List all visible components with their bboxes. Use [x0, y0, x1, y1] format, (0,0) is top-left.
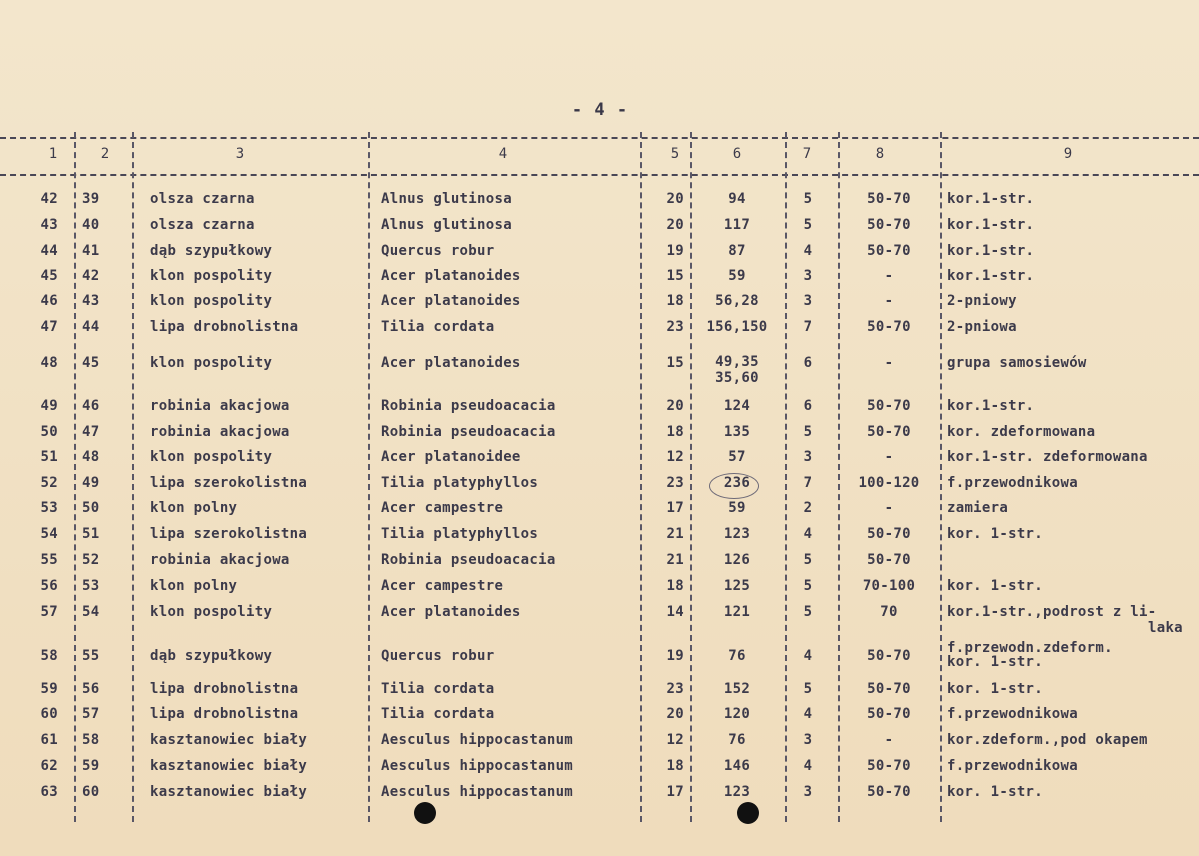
table-row — [0, 759, 1199, 783]
table-row — [0, 192, 1199, 216]
cell-col-9: f.przewodnikowa — [947, 758, 1078, 774]
cell-col-3: klon polny — [150, 578, 238, 594]
cell-col-4: Tilia cordata — [381, 681, 495, 697]
cell-col-5: 20 — [666, 191, 684, 207]
cell-col-6: 76 — [728, 732, 746, 748]
cell-col-8: 50-70 — [867, 191, 911, 207]
cell-col-6: 87 — [728, 243, 746, 259]
cell-col-6: 120 — [723, 706, 751, 722]
cell-col-5: 18 — [666, 293, 684, 309]
cell-col-7: 3 — [803, 293, 813, 309]
cell-col-4: Alnus glutinosa — [381, 191, 512, 207]
cell-col-3: klon pospolity — [150, 604, 273, 620]
cell-col-1: 56 — [40, 578, 58, 594]
cell-col-1: 47 — [40, 319, 58, 335]
cell-col-8: - — [884, 732, 894, 748]
cell-col-7: 5 — [803, 424, 813, 440]
cell-col-9: kor. 1-str. — [947, 784, 1044, 800]
table-row — [0, 527, 1199, 551]
cell-col-5: 21 — [666, 552, 684, 568]
cell-col-9: kor. 1-str. — [947, 578, 1044, 594]
header-col-1: 1 — [48, 146, 58, 162]
cell-col-7: 7 — [803, 475, 813, 491]
cell-col-4: Quercus robur — [381, 243, 495, 259]
cell-col-1: 59 — [40, 681, 58, 697]
table-row — [0, 476, 1199, 500]
cell-col-6: 125 — [723, 578, 751, 594]
header-bottom-rule — [0, 174, 1199, 176]
cell-col-9: kor.1-str. — [947, 217, 1035, 233]
table-row — [0, 604, 1199, 636]
cell-col-6: 117 — [723, 217, 751, 233]
cell-col-6: 121 — [723, 604, 751, 620]
cell-col-1: 51 — [40, 449, 58, 465]
cell-col-8: 50-70 — [867, 784, 911, 800]
cell-col-4: Acer campestre — [381, 500, 504, 516]
cell-col-7: 5 — [803, 217, 813, 233]
cell-col-6: 56,28 — [715, 293, 759, 309]
cell-col-2: 49 — [82, 475, 100, 491]
cell-col-4: Aesculus hippocastanum — [381, 784, 574, 800]
cell-col-1: 53 — [40, 500, 58, 516]
cell-col-4: Quercus robur — [381, 648, 495, 664]
cell-col-5: 20 — [666, 217, 684, 233]
cell-col-6: 236 — [723, 475, 751, 491]
cell-col-5: 15 — [666, 268, 684, 284]
table-row — [0, 294, 1199, 318]
cell-col-1: 61 — [40, 732, 58, 748]
punch-hole-left — [414, 802, 436, 824]
cell-col-6: 123 — [723, 526, 751, 542]
cell-col-4: Acer campestre — [381, 578, 504, 594]
cell-col-3: robinia akacjowa — [150, 424, 290, 440]
cell-col-6: 152 — [723, 681, 751, 697]
cell-col-5: 17 — [666, 500, 684, 516]
cell-col-8: 70-100 — [862, 578, 916, 594]
cell-col-8: 50-70 — [867, 424, 911, 440]
cell-col-2: 40 — [82, 217, 100, 233]
cell-col-9: f.przewodnikowa — [947, 706, 1078, 722]
table-row — [0, 785, 1199, 809]
cell-col-5: 19 — [666, 243, 684, 259]
cell-col-5: 23 — [666, 475, 684, 491]
cell-col-3: kasztanowiec biały — [150, 732, 308, 748]
top-rule — [0, 137, 1199, 139]
cell-col-7: 3 — [803, 449, 813, 465]
cell-col-8: 50-70 — [867, 706, 911, 722]
cell-col-4: Acer platanoides — [381, 293, 521, 309]
cell-col-5: 20 — [666, 398, 684, 414]
cell-col-8: 100-120 — [858, 475, 920, 491]
cell-col-6: 94 — [728, 191, 746, 207]
cell-col-7: 2 — [803, 500, 813, 516]
cell-col-9: kor. 1-str. — [947, 526, 1044, 542]
cell-col-6: 124 — [723, 398, 751, 414]
cell-col-5: 12 — [666, 732, 684, 748]
cell-col-3: klon polny — [150, 500, 238, 516]
cell-col-7: 4 — [803, 243, 813, 259]
cell-col-3: lipa drobnolistna — [150, 319, 299, 335]
cell-col-1: 54 — [40, 526, 58, 542]
cell-col-7: 5 — [803, 191, 813, 207]
cell-col-3: dąb szypułkowy — [150, 648, 273, 664]
cell-col-8: 50-70 — [867, 681, 911, 697]
cell-col-4: Aesculus hippocastanum — [381, 732, 574, 748]
cell-col-9: f.przewodn.zdeform. — [947, 640, 1113, 656]
cell-col-8: - — [884, 268, 894, 284]
cell-col-7: 5 — [803, 578, 813, 594]
cell-col-1: 58 — [40, 648, 58, 664]
cell-col-6: 146 — [723, 758, 751, 774]
cell-col-4: Tilia platyphyllos — [381, 475, 539, 491]
table-row — [0, 450, 1199, 474]
cell-col-2: 54 — [82, 604, 100, 620]
cell-col-1: 42 — [40, 191, 58, 207]
header-col-5: 5 — [670, 146, 680, 162]
cell-col-9-line2: laka — [1148, 620, 1183, 636]
header-col-6: 6 — [732, 146, 742, 162]
cell-col-1: 45 — [40, 268, 58, 284]
cell-col-3: klon pospolity — [150, 355, 273, 371]
cell-col-2: 46 — [82, 398, 100, 414]
cell-col-3: lipa szerokolistna — [150, 526, 308, 542]
cell-col-7: 6 — [803, 355, 813, 371]
cell-col-3: lipa drobnolistna — [150, 681, 299, 697]
cell-col-2: 56 — [82, 681, 100, 697]
cell-col-8: - — [884, 449, 894, 465]
cell-col-5: 20 — [666, 706, 684, 722]
cell-col-8: 70 — [880, 604, 898, 620]
cell-col-5: 18 — [666, 758, 684, 774]
cell-col-7: 4 — [803, 758, 813, 774]
cell-col-4: Acer platanoidee — [381, 449, 521, 465]
cell-col-2: 60 — [82, 784, 100, 800]
cell-col-3: kasztanowiec biały — [150, 758, 308, 774]
cell-col-1: 62 — [40, 758, 58, 774]
cell-col-1: 48 — [40, 355, 58, 371]
cell-col-8: 50-70 — [867, 319, 911, 335]
cell-col-2: 41 — [82, 243, 100, 259]
cell-col-7: 5 — [803, 552, 813, 568]
cell-col-1: 57 — [40, 604, 58, 620]
cell-col-9: f.przewodnikowa — [947, 475, 1078, 491]
cell-col-8: 50-70 — [867, 552, 911, 568]
cell-col-1: 63 — [40, 784, 58, 800]
cell-col-8: 50-70 — [867, 217, 911, 233]
cell-col-9: kor.1-str. zdeformowana — [947, 449, 1148, 465]
cell-col-4: Aesculus hippocastanum — [381, 758, 574, 774]
cell-col-2: 55 — [82, 648, 100, 664]
cell-col-8: - — [884, 500, 894, 516]
cell-col-7: 4 — [803, 648, 813, 664]
cell-col-2: 57 — [82, 706, 100, 722]
cell-col-2: 39 — [82, 191, 100, 207]
cell-col-3: robinia akacjowa — [150, 398, 290, 414]
punch-hole-right — [737, 802, 759, 824]
cell-col-6: 135 — [723, 424, 751, 440]
cell-col-5: 23 — [666, 681, 684, 697]
table-row — [0, 354, 1199, 386]
cell-col-9: kor.1-str. — [947, 191, 1035, 207]
cell-col-9: kor.1-str.,podrost z li- — [947, 604, 1157, 620]
table-row — [0, 682, 1199, 706]
cell-col-1: 46 — [40, 293, 58, 309]
cell-col-7: 4 — [803, 526, 813, 542]
cell-col-6: 59 — [728, 500, 746, 516]
cell-col-2: 44 — [82, 319, 100, 335]
header-col-4: 4 — [498, 146, 508, 162]
cell-col-9: 2-pniowa — [947, 319, 1017, 335]
cell-col-4: Robinia pseudoacacia — [381, 552, 556, 568]
table-row — [0, 399, 1199, 423]
table-row — [0, 244, 1199, 268]
cell-col-6: 76 — [728, 648, 746, 664]
cell-col-1: 60 — [40, 706, 58, 722]
cell-col-9-line2: kor. 1-str. — [947, 654, 1044, 670]
cell-col-1: 49 — [40, 398, 58, 414]
cell-col-5: 19 — [666, 648, 684, 664]
cell-col-1: 50 — [40, 424, 58, 440]
cell-col-4: Robinia pseudoacacia — [381, 424, 556, 440]
cell-col-2: 51 — [82, 526, 100, 542]
table-row — [0, 501, 1199, 525]
cell-col-4: Tilia platyphyllos — [381, 526, 539, 542]
cell-col-7: 6 — [803, 398, 813, 414]
cell-col-3: klon pospolity — [150, 449, 273, 465]
cell-col-8: - — [884, 355, 894, 371]
header-col-9: 9 — [1063, 146, 1073, 162]
cell-col-3: olsza czarna — [150, 191, 255, 207]
cell-col-3: kasztanowiec biały — [150, 784, 308, 800]
table-row — [0, 553, 1199, 577]
cell-col-4: Acer platanoides — [381, 355, 521, 371]
cell-col-9: grupa samosiewów — [947, 355, 1087, 371]
cell-col-8: 50-70 — [867, 243, 911, 259]
table-row — [0, 218, 1199, 242]
cell-col-9: kor. 1-str. — [947, 681, 1044, 697]
cell-col-9: kor.1-str. — [947, 243, 1035, 259]
table-row — [0, 579, 1199, 603]
cell-col-8: 50-70 — [867, 398, 911, 414]
cell-col-9: kor.1-str. — [947, 398, 1035, 414]
table-row — [0, 733, 1199, 757]
cell-col-6: 49,35 — [715, 354, 759, 370]
cell-col-6: 59 — [728, 268, 746, 284]
cell-col-6: 156,150 — [706, 319, 768, 335]
cell-col-2: 48 — [82, 449, 100, 465]
cell-col-5: 17 — [666, 784, 684, 800]
cell-col-4: Robinia pseudoacacia — [381, 398, 556, 414]
cell-col-9: 2-pniowy — [947, 293, 1017, 309]
cell-col-2: 50 — [82, 500, 100, 516]
cell-col-7: 3 — [803, 784, 813, 800]
cell-col-4: Acer platanoides — [381, 604, 521, 620]
cell-col-7: 5 — [803, 681, 813, 697]
cell-col-5: 15 — [666, 355, 684, 371]
header-col-8: 8 — [875, 146, 885, 162]
header-col-2: 2 — [100, 146, 110, 162]
cell-col-7: 7 — [803, 319, 813, 335]
cell-col-5: 21 — [666, 526, 684, 542]
cell-col-8: 50-70 — [867, 758, 911, 774]
cell-col-7: 5 — [803, 604, 813, 620]
cell-col-3: olsza czarna — [150, 217, 255, 233]
cell-col-3: lipa szerokolistna — [150, 475, 308, 491]
cell-col-6-line2: 35,60 — [715, 370, 759, 386]
cell-col-1: 52 — [40, 475, 58, 491]
cell-col-7: 3 — [803, 732, 813, 748]
cell-col-4: Acer platanoides — [381, 268, 521, 284]
cell-col-1: 44 — [40, 243, 58, 259]
table-row — [0, 707, 1199, 731]
cell-col-9: zamiera — [947, 500, 1009, 516]
cell-col-2: 59 — [82, 758, 100, 774]
cell-col-3: klon pospolity — [150, 293, 273, 309]
cell-col-7: 4 — [803, 706, 813, 722]
cell-col-3: dąb szypułkowy — [150, 243, 273, 259]
cell-col-5: 12 — [666, 449, 684, 465]
page-number: - 4 - — [571, 100, 629, 120]
header-col-3: 3 — [235, 146, 245, 162]
cell-col-2: 42 — [82, 268, 100, 284]
cell-col-9: kor.1-str. — [947, 268, 1035, 284]
cell-col-5: 18 — [666, 424, 684, 440]
header-col-7: 7 — [802, 146, 812, 162]
cell-col-1: 55 — [40, 552, 58, 568]
cell-col-2: 43 — [82, 293, 100, 309]
cell-col-2: 45 — [82, 355, 100, 371]
cell-col-7: 3 — [803, 268, 813, 284]
cell-col-4: Tilia cordata — [381, 319, 495, 335]
cell-col-9: kor.zdeform.,pod okapem — [947, 732, 1148, 748]
cell-col-2: 47 — [82, 424, 100, 440]
cell-col-9: kor. zdeformowana — [947, 424, 1096, 440]
cell-col-5: 14 — [666, 604, 684, 620]
cell-col-4: Tilia cordata — [381, 706, 495, 722]
table-row — [0, 640, 1199, 673]
cell-col-3: klon pospolity — [150, 268, 273, 284]
cell-col-1: 43 — [40, 217, 58, 233]
cell-col-6: 123 — [723, 784, 751, 800]
cell-col-6: 126 — [723, 552, 751, 568]
table-row — [0, 269, 1199, 293]
table-row — [0, 425, 1199, 449]
cell-col-8: 50-70 — [867, 526, 911, 542]
cell-col-3: lipa drobnolistna — [150, 706, 299, 722]
cell-col-3: robinia akacjowa — [150, 552, 290, 568]
cell-col-2: 58 — [82, 732, 100, 748]
cell-col-5: 23 — [666, 319, 684, 335]
cell-col-4: Alnus glutinosa — [381, 217, 512, 233]
table-row — [0, 320, 1199, 344]
cell-col-6: 57 — [728, 449, 746, 465]
ink-circle-mark — [709, 473, 759, 499]
cell-col-2: 52 — [82, 552, 100, 568]
cell-col-2: 53 — [82, 578, 100, 594]
cell-col-5: 18 — [666, 578, 684, 594]
cell-col-8: - — [884, 293, 894, 309]
cell-col-8: 50-70 — [867, 648, 911, 664]
